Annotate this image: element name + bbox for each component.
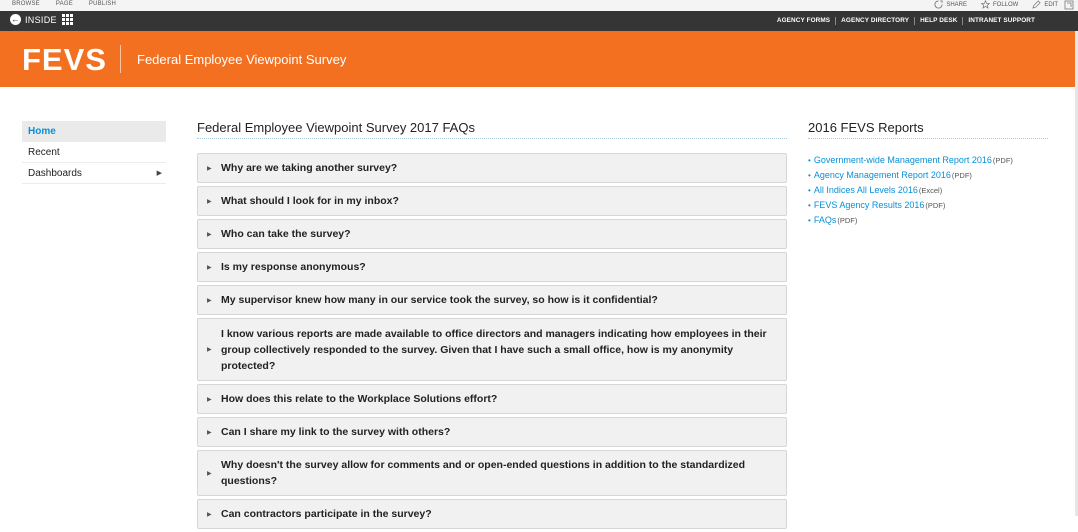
faq-item[interactable] bbox=[197, 219, 787, 249]
ribbon-tab-browse[interactable]: BROWSE bbox=[12, 1, 40, 7]
report-link[interactable]: All Indices All Levels 2016 bbox=[813, 185, 918, 195]
link-agency-forms[interactable]: AGENCY FORMS bbox=[776, 17, 831, 24]
ribbon-actions bbox=[934, 0, 1058, 9]
focus-on-content-icon[interactable] bbox=[1064, 0, 1074, 10]
expand-triangle-icon: ▶ bbox=[207, 347, 212, 353]
follow-label: FOLLOW bbox=[992, 1, 1019, 8]
expand-triangle-icon: ▶ bbox=[207, 429, 212, 436]
report-file-type: (PDF) bbox=[925, 201, 946, 210]
report-link[interactable]: FEVS Agency Results 2016 bbox=[813, 200, 925, 210]
report-item bbox=[808, 183, 1048, 198]
report-file-type: (PDF) bbox=[951, 171, 972, 180]
report-item bbox=[808, 198, 1048, 213]
bullet-icon: • bbox=[808, 201, 811, 210]
faq-item[interactable] bbox=[197, 450, 787, 496]
report-file-type: (PDF) bbox=[837, 216, 858, 225]
expand-triangle-icon: ▶ bbox=[207, 396, 212, 403]
left-navigation bbox=[22, 121, 166, 184]
expand-triangle-icon: ▶ bbox=[207, 511, 212, 518]
faq-item[interactable] bbox=[197, 153, 787, 183]
report-file-type: (PDF) bbox=[992, 156, 1013, 165]
site-title[interactable]: Federal Employee Viewpoint Survey bbox=[137, 52, 347, 67]
ribbon-bar bbox=[0, 0, 1078, 11]
faq-question: I know various reports are made available to office directors and managers indicating how employees in their group collectively responded to the survey. Given that I have such a small office, how is my anonymity protected? bbox=[221, 327, 767, 372]
bullet-icon: • bbox=[808, 156, 811, 165]
report-link[interactable]: FAQs bbox=[813, 215, 837, 225]
nav-item-recent[interactable]: Recent bbox=[22, 142, 166, 163]
faq-item[interactable] bbox=[197, 499, 787, 529]
expand-triangle-icon: ▶ bbox=[207, 264, 212, 271]
faq-question: Who can take the survey? bbox=[221, 228, 351, 240]
faq-item[interactable] bbox=[197, 285, 787, 315]
report-link[interactable]: Government-wide Management Report 2016 bbox=[813, 155, 992, 165]
grid-logo-icon bbox=[62, 14, 73, 25]
brand-label: INSIDE bbox=[25, 14, 57, 25]
faq-question: Is my response anonymous? bbox=[221, 261, 366, 273]
report-item bbox=[808, 153, 1048, 168]
faq-item[interactable] bbox=[197, 417, 787, 447]
share-button[interactable] bbox=[934, 0, 967, 9]
ribbon-tab-page[interactable]: PAGE bbox=[55, 1, 73, 7]
nav-item-dashboards[interactable] bbox=[22, 163, 166, 184]
faq-question: Why doesn't the survey allow for comments and or open-ended questions in addition to the standardized questions? bbox=[221, 459, 746, 487]
expand-triangle-icon: ▶ bbox=[207, 231, 212, 238]
report-link[interactable]: Agency Management Report 2016 bbox=[813, 170, 951, 180]
caret-right-icon: ▶ bbox=[156, 170, 162, 177]
bullet-icon: • bbox=[808, 216, 811, 225]
reports-panel bbox=[808, 120, 1048, 228]
page-title: Federal Employee Viewpoint Survey 2017 FAQs bbox=[197, 120, 787, 139]
site-logo[interactable]: FEVS bbox=[22, 42, 107, 77]
report-file-type: (Excel) bbox=[918, 186, 943, 195]
ribbon-tab-publish[interactable]: PUBLISH bbox=[88, 1, 116, 7]
expand-triangle-icon: ▶ bbox=[207, 297, 212, 304]
faq-question: How does this relate to the Workplace Solutions effort? bbox=[221, 393, 498, 405]
ribbon-tabs bbox=[12, 1, 116, 7]
faq-question: My supervisor knew how many in our service took the survey, so how is it confidential? bbox=[221, 294, 658, 306]
suite-bar bbox=[0, 11, 1078, 31]
faq-item[interactable] bbox=[197, 186, 787, 216]
site-header bbox=[0, 31, 1075, 87]
follow-button[interactable] bbox=[981, 0, 1018, 9]
report-item bbox=[808, 168, 1048, 183]
inside-brand-link[interactable] bbox=[10, 14, 73, 25]
link-intranet-support[interactable]: INTRANET SUPPORT bbox=[962, 17, 1040, 25]
faq-question: Can contractors participate in the survey? bbox=[221, 508, 432, 520]
share-label: SHARE bbox=[946, 1, 967, 8]
link-agency-directory[interactable]: AGENCY DIRECTORY bbox=[835, 17, 914, 25]
faq-item[interactable] bbox=[197, 252, 787, 282]
header-divider bbox=[120, 45, 121, 73]
reports-title: 2016 FEVS Reports bbox=[808, 120, 1048, 139]
pencil-icon bbox=[1032, 0, 1041, 9]
bullet-icon: • bbox=[808, 171, 811, 180]
expand-triangle-icon: ▶ bbox=[207, 198, 212, 205]
faq-section bbox=[197, 120, 787, 532]
faq-question: Why are we taking another survey? bbox=[221, 162, 398, 174]
edit-label: EDIT bbox=[1044, 1, 1058, 8]
nav-item-dashboards-label: Dashboards bbox=[28, 168, 82, 179]
link-help-desk[interactable]: HELP DESK bbox=[914, 17, 962, 25]
suite-links bbox=[772, 17, 1040, 25]
share-icon bbox=[934, 0, 943, 9]
star-icon bbox=[981, 0, 990, 9]
faq-item[interactable] bbox=[197, 384, 787, 414]
expand-triangle-icon: ▶ bbox=[207, 165, 212, 172]
faq-item[interactable] bbox=[197, 318, 787, 381]
bullet-icon: • bbox=[808, 186, 811, 195]
report-item bbox=[808, 213, 1048, 228]
faq-question: What should I look for in my inbox? bbox=[221, 195, 399, 207]
reports-list bbox=[808, 153, 1048, 228]
back-arrow-icon: ← bbox=[10, 14, 21, 24]
edit-button[interactable] bbox=[1032, 0, 1058, 9]
nav-item-home[interactable]: Home bbox=[22, 121, 166, 142]
expand-triangle-icon: ▶ bbox=[207, 470, 212, 477]
faq-question: Can I share my link to the survey with others? bbox=[221, 426, 451, 438]
